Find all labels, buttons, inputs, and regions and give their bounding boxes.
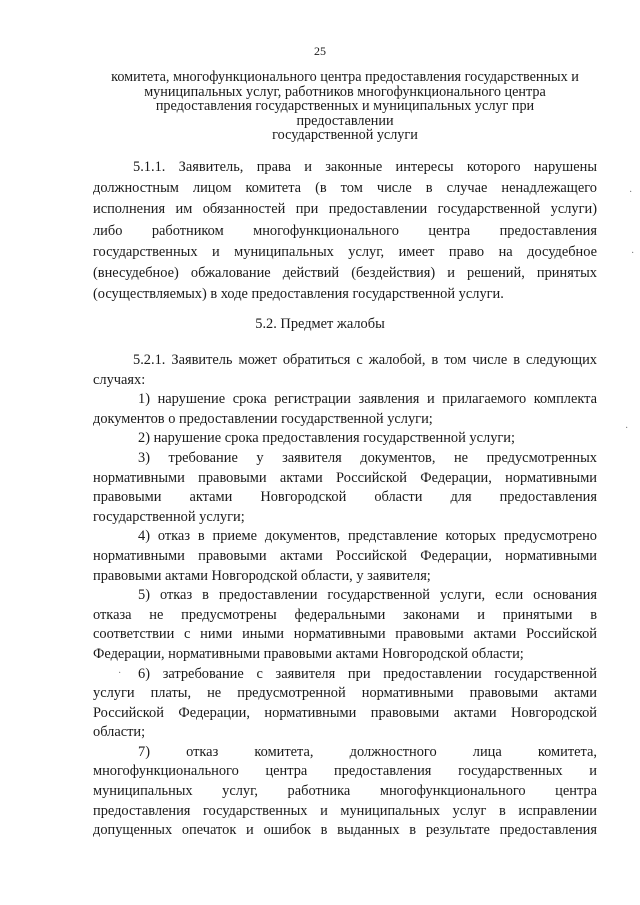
section-heading (95, 70, 595, 143)
paragraph-line: государственных и муниципальных услуг, имеет право на досудебное (93, 243, 597, 260)
paragraph-line: 5.2.1. Заявитель может обратиться с жалобой, в том числе в следующих (133, 352, 597, 368)
list-item-line: нормативными правовыми актами Российской Федерации, нормативными (93, 469, 597, 486)
heading-line: предоставлении (296, 112, 394, 129)
subsection-title: 5.2. Предмет жалобы (255, 316, 385, 332)
list-item-line: отказа не предусмотрены федеральными законами и принятыми в (93, 606, 597, 623)
list-item-line: нормативными правовыми актами Российской Федерации, нормативными (93, 547, 597, 564)
list-item-line: предоставления государственных и муниципальных услуг в исправлении (93, 802, 597, 819)
list-item-line: муниципальных услуг, работника многофункционального центра (93, 783, 597, 800)
scan-speck: · (629, 187, 633, 198)
scan-speck: · (625, 423, 629, 434)
list-item-line: 4) отказ в приеме документов, представление которых предусмотрено (138, 528, 597, 545)
list-item-line: правовыми актами Новгородской области для предоставления (93, 489, 597, 506)
scan-speck: · (118, 668, 122, 679)
list-item-line: соответствии с ними иными нормативными правовыми актами Российской (93, 626, 597, 643)
paragraph-5-1-1 (93, 157, 597, 305)
list-item-line: 3) требование у заявителя документов, не предусмотренных (138, 449, 597, 466)
heading-line: государственной услуги (272, 127, 418, 144)
list-item-line: Российской Федерации, нормативными правовыми актами Новгородской (93, 704, 597, 721)
paragraph-5-2-1 (93, 351, 597, 841)
list-item-line: 6) затребование с заявителя при предоставлении государственной (138, 665, 597, 682)
list-item-line: документов о предоставлении государственной услуги; (93, 410, 433, 427)
paragraph-line: (внесудебное) обжалование действий (бездействия) и решений, принятых (93, 265, 597, 282)
paragraph-line: (осуществляемых) в ходе предоставления государственной услуги. (93, 286, 504, 303)
page-number: 25 (314, 44, 326, 58)
heading-line: комитета, многофункционального центра предоставления государственных и (111, 69, 579, 85)
list-item-line: области; (93, 724, 146, 741)
paragraph-line: либо работником многофункционального центра предоставления (93, 222, 597, 239)
list-item-line: многофункционального центра предоставления государственных и (93, 763, 597, 780)
paragraph-line: должностным лицом комитета (в том числе в случае ненадлежащего (93, 180, 597, 197)
list-item-line: государственной услуги; (93, 508, 245, 525)
list-item-line: 7) отказ комитета, должностного лица комитета, (138, 743, 597, 760)
list-item-line: допущенных опечаток и ошибок в выданных в результате предоставления (93, 822, 597, 839)
list-item-line: Федерации, нормативными правовыми актами Новгородской области; (93, 645, 524, 662)
heading-line: муниципальных услуг, работников многофункционального центра (144, 83, 546, 100)
list-item-line: услуги платы, не предусмотренной нормативными правовыми актами (93, 685, 597, 702)
paragraph-line: исполнения им обязанностей при предоставлении государственной услуги) (93, 201, 597, 218)
list-item-line: 1) нарушение срока регистрации заявления и прилагаемого комплекта (138, 391, 597, 408)
paragraph-line: 5.1.1. Заявитель, права и законные интересы которого нарушены (133, 159, 597, 175)
scan-speck: · (631, 248, 635, 259)
list-item-line: правовыми актами Новгородской области, у заявителя; (93, 567, 431, 584)
list-item-line: 5) отказ в предоставлении государственной услуги, если основания (138, 587, 597, 604)
list-item-line: 2) нарушение срока предоставления государственной услуги; (138, 430, 515, 447)
paragraph-line: случаях: (93, 371, 146, 388)
heading-line: предоставления государственных и муниципальных услуг при (155, 98, 535, 115)
